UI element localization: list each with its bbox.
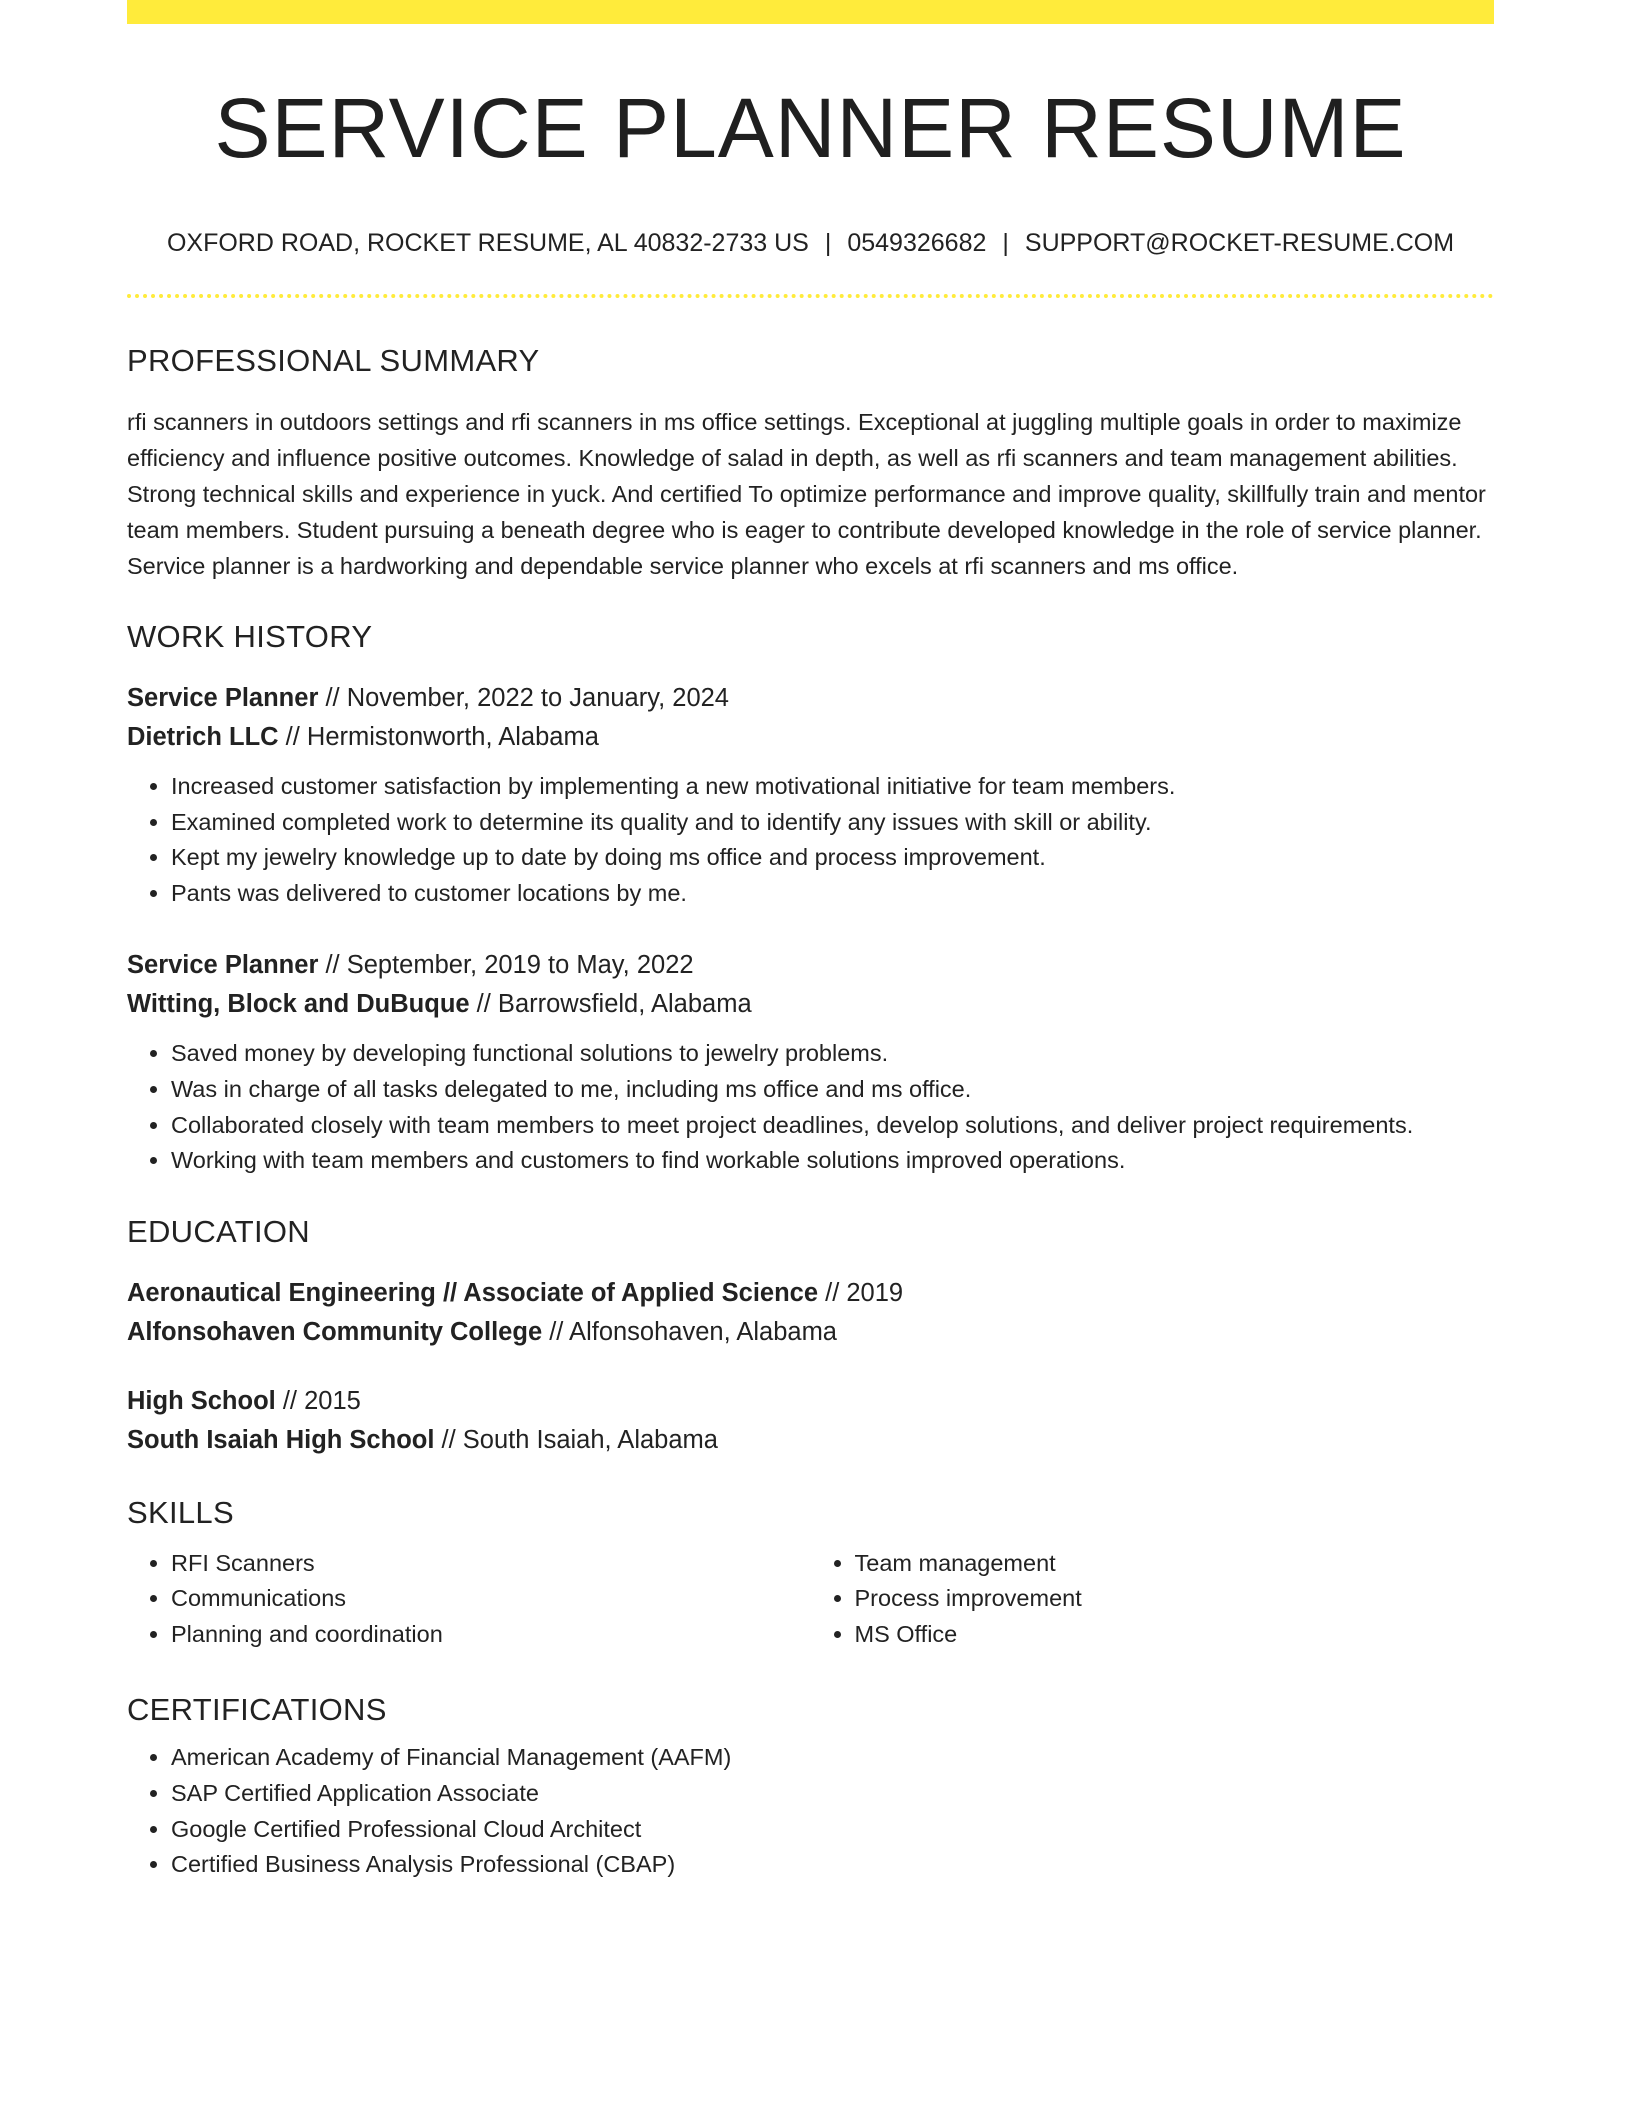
- education-school-line: [127, 1313, 1494, 1352]
- contact-phone: 0549326682: [847, 229, 987, 258]
- summary-text: rfi scanners in outdoors settings and rfi scanners in ms office settings. Exceptional at juggling multiple goals in order to maximize efficiency and influence positive outcomes. Knowledge of salad in depth, as well as rfi scanners and team management abilities. Strong technical skills and experience in yuck. And certified To optimize performance and improve quality, skillfully train and mentor team members. Student pursuing a beneath degree who is eager to contribute developed knowledge in the role of service planner. Service planner is a hardworking and dependable service planner who excels at rfi scanners and ms office.: [127, 408, 1486, 579]
- list-item: • Increased customer satisfaction by implementing a new motivational initiative for team members.: [171, 769, 1494, 805]
- job-company-line: [127, 985, 1494, 1024]
- job-title: Service Planner: [127, 683, 319, 712]
- education-degree-line: [127, 1274, 1494, 1313]
- education-school: Alfonsohaven Community College: [127, 1318, 543, 1347]
- education-location: // Alfonsohaven, Alabama: [542, 1318, 837, 1347]
- certifications-heading: CERTIFICATIONS: [127, 1691, 387, 1727]
- contact-email: SUPPORT@ROCKET-RESUME.COM: [1024, 229, 1455, 258]
- contact-separator: |: [1002, 229, 1009, 258]
- list-item: • Kept my jewelry knowledge up to date by doing ms office and process improvement.: [171, 840, 1494, 876]
- education-heading: EDUCATION: [127, 1214, 310, 1250]
- education-degree-line: [127, 1382, 1494, 1421]
- list-item: • MS Office: [855, 1617, 1495, 1653]
- top-accent-bar: [127, 0, 1494, 24]
- list-item: • RFI Scanners: [171, 1546, 811, 1582]
- job-bullets: [127, 1036, 1494, 1179]
- list-item: • Certified Business Analysis Professional (CBAP): [171, 1847, 1494, 1883]
- list-item: • American Academy of Financial Management (AAFM): [171, 1740, 1494, 1776]
- job-bullets: [127, 769, 1494, 912]
- education-location: // South Isaiah, Alabama: [434, 1426, 718, 1455]
- list-item: • Process improvement: [855, 1581, 1495, 1617]
- list-item: • Team management: [855, 1546, 1495, 1582]
- skills-list-left: [127, 1546, 811, 1653]
- education-entry: [127, 1382, 1494, 1460]
- list-item: • Working with team members and customers to find workable solutions improved operations.: [171, 1143, 1494, 1179]
- contact-address: OXFORD ROAD, ROCKET RESUME, AL 40832-2733 US: [166, 229, 809, 258]
- list-item: • Was in charge of all tasks delegated to me, including ms office and ms office.: [171, 1072, 1494, 1108]
- list-item: • SAP Certified Application Associate: [171, 1776, 1494, 1812]
- list-item: • Google Certified Professional Cloud Architect: [171, 1812, 1494, 1848]
- certifications-list: [127, 1740, 1494, 1883]
- job-company: Witting, Block and DuBuque: [127, 989, 470, 1018]
- list-item: • Saved money by developing functional solutions to jewelry problems.: [171, 1036, 1494, 1072]
- list-item: • Communications: [171, 1581, 811, 1617]
- job-title-line: [127, 946, 1494, 985]
- job-dates: // September, 2019 to May, 2022: [318, 950, 694, 979]
- job-entry: [127, 946, 1494, 1179]
- list-item: • Pants was delivered to customer locations by me.: [171, 876, 1494, 912]
- job-location: // Hermistonworth, Alabama: [278, 722, 599, 751]
- contact-line: [127, 228, 1494, 258]
- education-school-line: [127, 1421, 1494, 1460]
- skills-list-right: [811, 1546, 1495, 1653]
- contact-separator: |: [824, 229, 832, 258]
- list-item: • Collaborated closely with team members to meet project deadlines, develop solutions, and deliver project requirements.: [171, 1108, 1494, 1144]
- work-history-heading: WORK HISTORY: [127, 618, 373, 654]
- education-year: // 2019: [818, 1279, 904, 1308]
- list-item: • Planning and coordination: [171, 1617, 811, 1653]
- job-title: Service Planner: [127, 950, 319, 979]
- list-item: • Examined completed work to determine its quality and to identify any issues with skill or ability.: [171, 805, 1494, 841]
- summary-heading: PROFESSIONAL SUMMARY: [127, 343, 540, 379]
- job-entry: [127, 679, 1494, 912]
- job-company: Dietrich LLC: [127, 722, 279, 751]
- education-degree: Aeronautical Engineering // Associate of Applied Science: [127, 1279, 819, 1308]
- education-year: // 2015: [275, 1387, 361, 1416]
- job-dates: // November, 2022 to January, 2024: [318, 683, 729, 712]
- page-title: SERVICE PLANNER RESUME: [214, 81, 1407, 175]
- education-entry: [127, 1274, 1494, 1352]
- education-school: South Isaiah High School: [127, 1426, 435, 1455]
- job-location: // Barrowsfield, Alabama: [469, 989, 752, 1018]
- skills-heading: SKILLS: [127, 1495, 234, 1531]
- dotted-divider: [127, 294, 1494, 298]
- education-degree: High School: [127, 1387, 276, 1416]
- skills-grid: [127, 1546, 1494, 1653]
- resume-page: [127, 0, 1494, 1883]
- job-company-line: [127, 718, 1494, 757]
- job-title-line: [127, 679, 1494, 718]
